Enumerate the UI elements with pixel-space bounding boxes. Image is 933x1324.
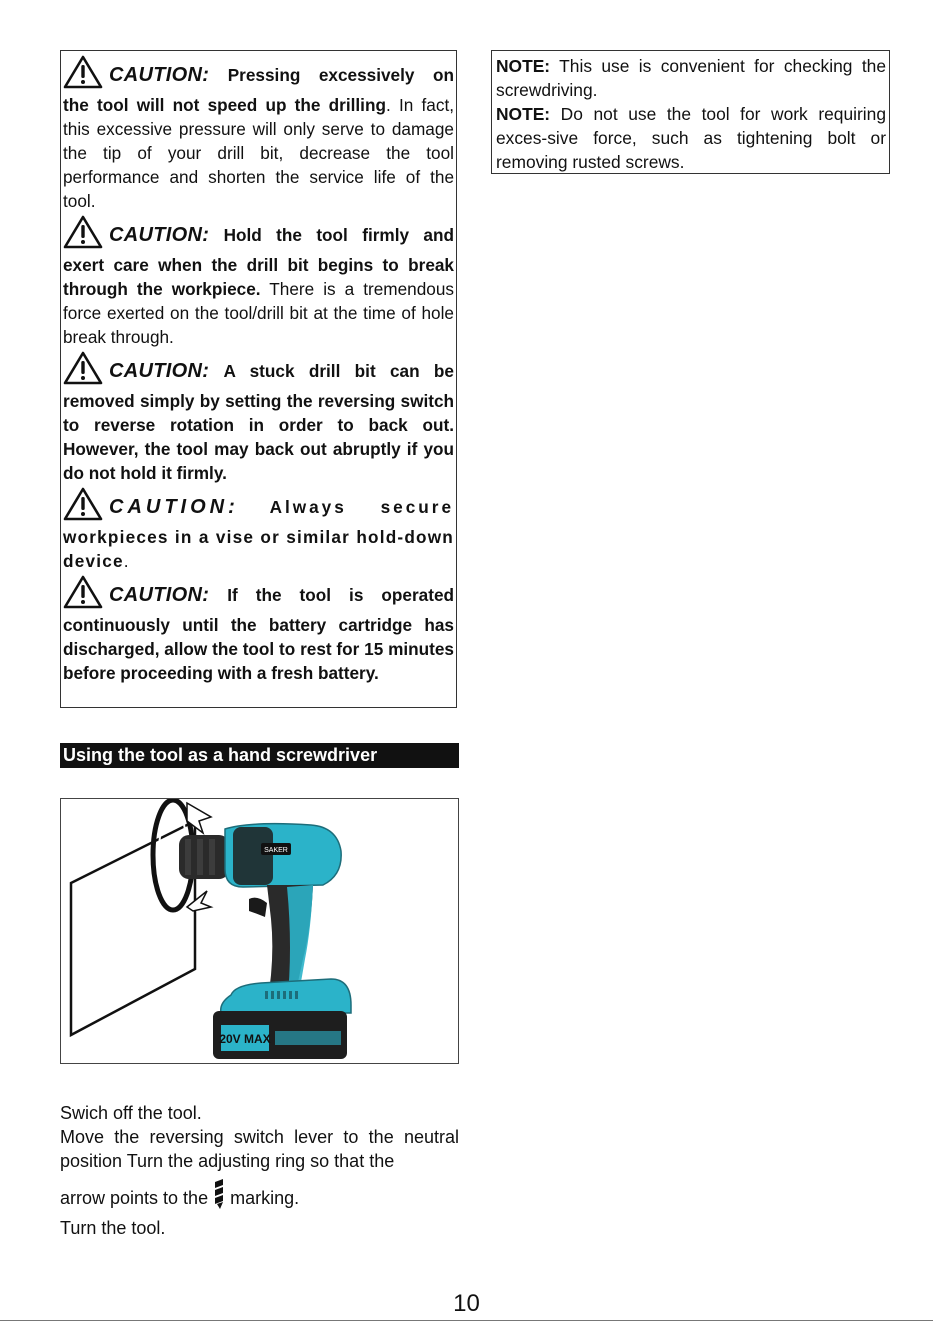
- caution-body: [63, 525, 454, 573]
- caution-item: [63, 487, 454, 573]
- caution-item: [63, 351, 454, 485]
- warning-triangle-icon: [63, 487, 103, 521]
- caution-body-bold: continuously until the battery cartridge has discharged, allow the tool to rest for 15 minutes before proceeding with a fresh battery.: [63, 615, 454, 683]
- caution-body-bold: workpieces in a vise or similar hold-down device: [63, 527, 454, 571]
- caution-head: [63, 487, 454, 521]
- note-item: [496, 102, 886, 174]
- note-item: [496, 54, 886, 102]
- caution-body: [63, 613, 454, 685]
- screwdriver-figure: [60, 798, 459, 1064]
- brand-label: SAKER: [264, 847, 288, 854]
- caution-keyword: CAUTION:: [109, 224, 210, 246]
- caution-heading: Hold the tool firmly and: [223, 225, 454, 245]
- battery-label: 20V MAX: [219, 1032, 271, 1046]
- warning-triangle-icon: [63, 575, 103, 609]
- caution-heading: Always secure: [269, 497, 455, 517]
- caution-heading: A stuck drill bit can be: [223, 361, 454, 381]
- warning-triangle-icon: [63, 351, 103, 385]
- caution-heading: Pressing excessively on: [227, 65, 454, 85]
- caution-item: [63, 575, 454, 685]
- caution-head: [63, 215, 454, 249]
- caution-keyword: CAUTION:: [109, 496, 239, 518]
- note-keyword: NOTE:: [496, 104, 551, 124]
- caution-body-text: .: [123, 551, 130, 571]
- step-3: [60, 1179, 459, 1210]
- caution-keyword: CAUTION:: [109, 360, 210, 382]
- step-4: Turn the tool.: [60, 1218, 166, 1238]
- drill-trigger: [249, 898, 267, 917]
- drill-mode-icon: [213, 1179, 225, 1209]
- step-3-before: arrow points to the: [60, 1188, 209, 1208]
- step-1: Swich off the tool.: [60, 1103, 202, 1123]
- caution-keyword: CAUTION:: [109, 64, 210, 86]
- caution-heading: If the tool is operated: [227, 585, 454, 605]
- caution-body-bold: removed simply by setting the reversing switch to reverse rotation in order to back out. However, the tool may back out abruptly if you do not hold it firmly.: [63, 391, 454, 483]
- caution-keyword: CAUTION:: [109, 584, 210, 606]
- caution-body-bold: the tool will not speed up the drilling: [63, 95, 386, 115]
- page-bottom-rule: [0, 1320, 933, 1321]
- caution-body-text: . In fact, this excessive pressure will only serve to damage the tip of your drill bit, decrease the tool performance and shorten the service life of the tool.: [63, 95, 454, 211]
- note-text: Do not use the tool for work requiring exces-sive force, such as tightening bolt or removing rusted screws.: [496, 104, 886, 172]
- caution-head: [63, 351, 454, 385]
- workpiece-panel: [71, 821, 195, 1035]
- caution-item: [63, 215, 454, 349]
- step-3-after: marking.: [230, 1188, 300, 1208]
- caution-body: [63, 93, 454, 213]
- caution-body-text: There is a tremendous force exerted on the tool/drill bit at the time of hole break through.: [63, 279, 454, 347]
- caution-body: [63, 253, 454, 349]
- caution-body-bold: exert care when the drill bit begins to break through the workpiece.: [63, 255, 454, 299]
- warning-triangle-icon: [63, 55, 103, 89]
- note-keyword: NOTE:: [496, 56, 551, 76]
- section-title: Using the tool as a hand screwdriver: [60, 743, 459, 768]
- note-box: [491, 50, 890, 174]
- caution-body: [63, 389, 454, 485]
- instruction-steps: [60, 1101, 459, 1240]
- caution-head: [63, 55, 454, 89]
- page-number: 10: [453, 1290, 480, 1317]
- caution-item: [63, 55, 454, 213]
- step-2: Move the reversing switch lever to the neutral position Turn the adjusting ring so that the: [60, 1127, 459, 1171]
- warning-triangle-icon: [63, 215, 103, 249]
- caution-box: [60, 50, 457, 708]
- caution-head: [63, 575, 454, 609]
- note-text: This use is convenient for checking the screwdriving.: [496, 56, 886, 100]
- drill-illustration: [61, 799, 460, 1065]
